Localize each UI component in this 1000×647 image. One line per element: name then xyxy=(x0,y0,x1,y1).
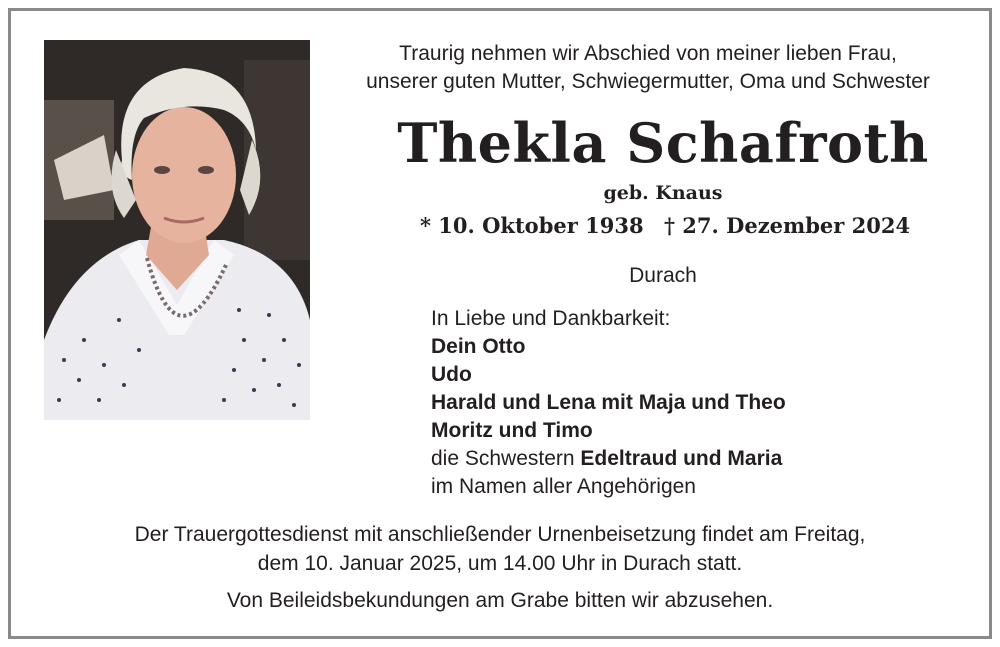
death-date: † 27. Dezember 2024 xyxy=(664,213,911,238)
service-line-2: dem 10. Januar 2025, um 14.00 Uhr in Durach statt. xyxy=(257,552,743,575)
sisters-names: Edeltraud und Maria xyxy=(580,447,783,470)
mourners-closing: im Namen aller Angehörigen xyxy=(431,475,696,498)
intro-line-1: Traurig nehmen wir Abschied von meiner lieben Frau, xyxy=(399,42,897,65)
mourner-line: Udo xyxy=(431,363,472,386)
mourner-line-sisters xyxy=(431,445,786,473)
mourner-line: Harald und Lena mit Maja und Theo xyxy=(431,391,786,414)
maiden-name: geb. Knaus xyxy=(603,182,723,204)
service-info xyxy=(30,520,970,615)
portrait-illustration xyxy=(44,40,310,420)
residence-place: Durach xyxy=(629,264,697,287)
birth-date: * 10. Oktober 1938 xyxy=(420,213,644,238)
mourner-line: Dein Otto xyxy=(431,335,526,358)
condolence-note: Von Beileidsbekundungen am Grabe bitten wir abzusehen. xyxy=(226,589,774,612)
deceased-name: Thekla Schafroth xyxy=(397,111,929,175)
portrait-photo xyxy=(44,40,310,420)
intro-line-2: unserer guten Mutter, Schwiegermutter, Oma und Schwester xyxy=(366,70,930,93)
service-line-1: Der Trauergottesdienst mit anschließender Urnenbeisetzung findet am Freitag, xyxy=(134,523,866,546)
intro-text xyxy=(318,40,978,96)
mourner-line: Moritz und Timo xyxy=(431,419,593,442)
mourners-list xyxy=(431,305,786,501)
sisters-prefix: die Schwestern xyxy=(431,447,581,470)
mourners-intro: In Liebe und Dankbarkeit: xyxy=(431,307,671,330)
